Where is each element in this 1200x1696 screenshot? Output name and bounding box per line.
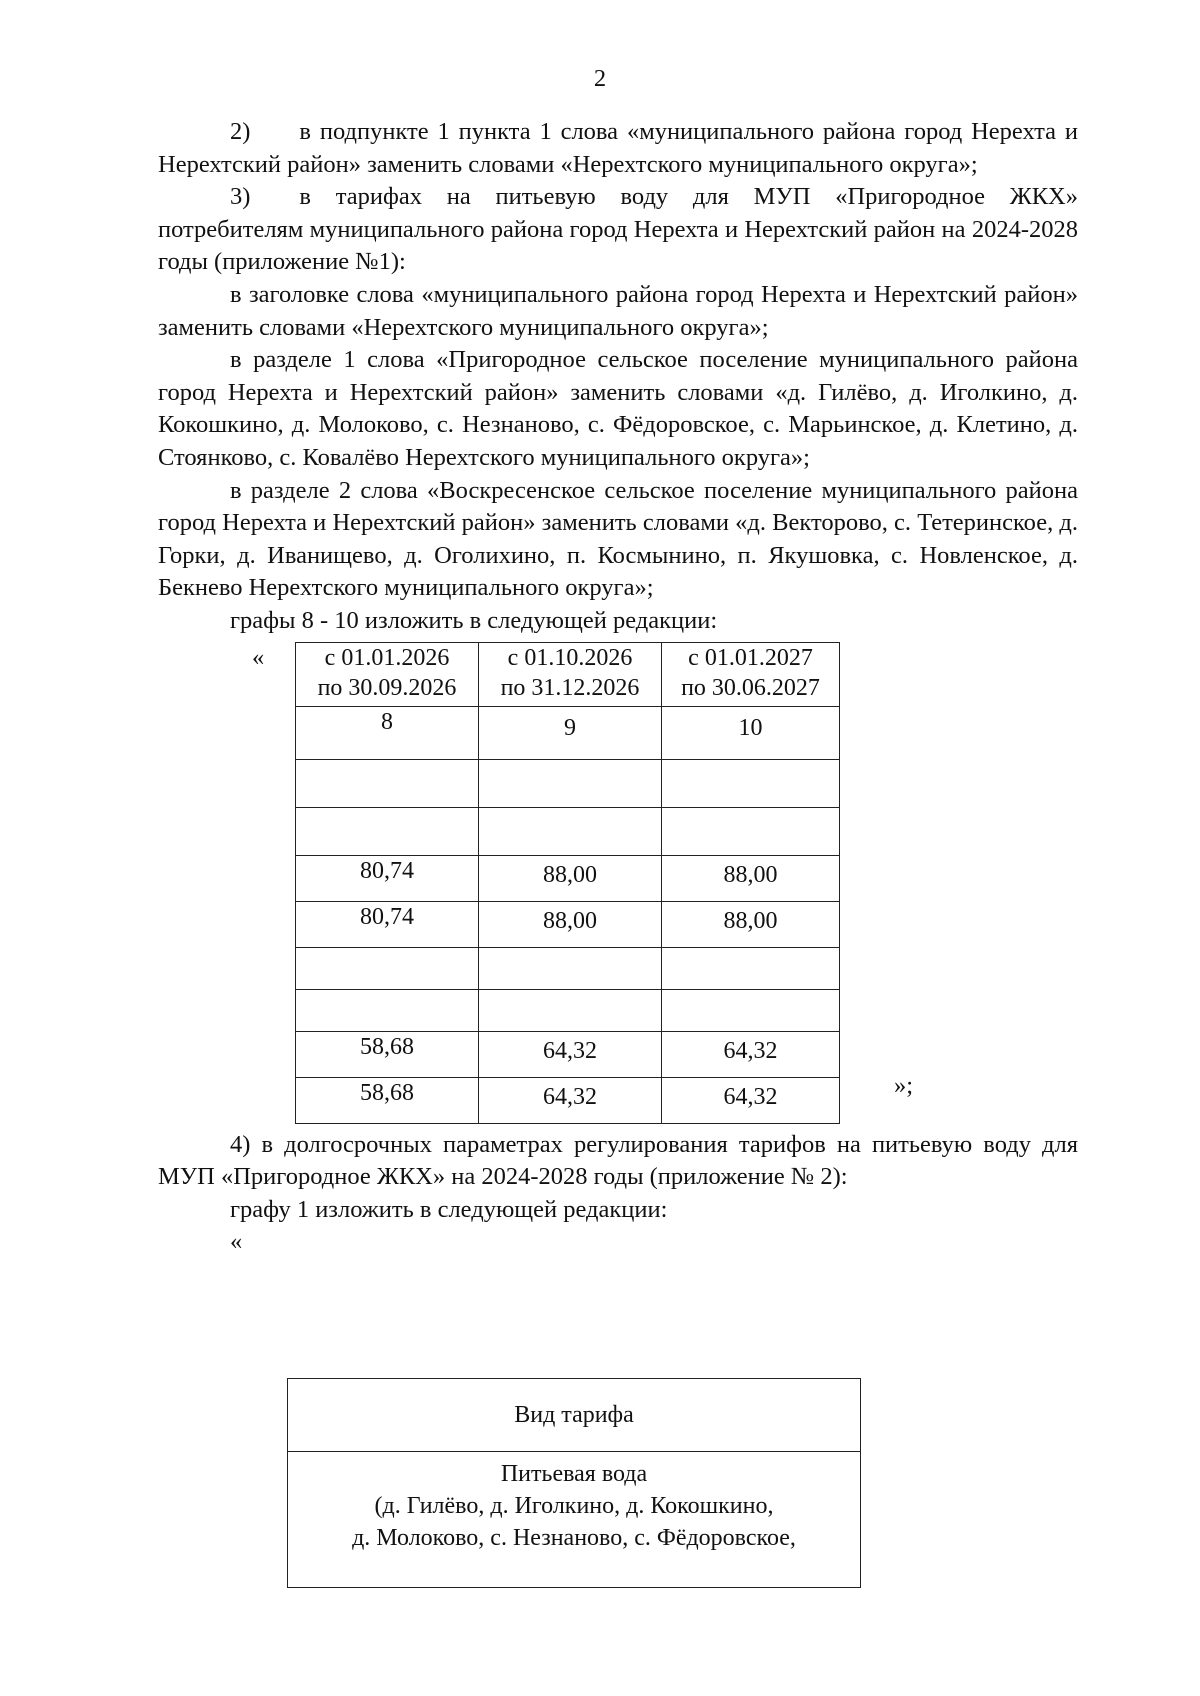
- opening-quote-2: «: [230, 1228, 243, 1256]
- tariff-kind-table: [287, 1378, 861, 1588]
- table-cell: 88,00: [479, 855, 662, 901]
- tariff-kind-line: Питьевая вода: [500, 1461, 648, 1487]
- column-number-row: [296, 706, 840, 759]
- table-cell: 58,68: [296, 1031, 479, 1077]
- page-number: 2: [593, 65, 607, 92]
- table-cell: [479, 989, 662, 1031]
- tariff-kind-header: Вид тарифа: [288, 1379, 861, 1452]
- table-cell: 88,00: [662, 855, 840, 901]
- closing-quote: »;: [894, 1071, 914, 1099]
- column-number-cell: 9: [479, 706, 662, 759]
- table-cell: [479, 759, 662, 807]
- table-cell: 64,32: [479, 1031, 662, 1077]
- table-cell: 80,74: [296, 901, 479, 947]
- table-cell: [479, 807, 662, 855]
- table-cell: 88,00: [479, 901, 662, 947]
- table-cell: 64,32: [479, 1077, 662, 1123]
- paragraph-section-1-change: в разделе 1 слова «Пригородное сельское поселение муниципального района город Нерехта и Нерехтский район» заменить словами «д. Гилёво, д. Иголкино, д. Кокошкино, д. Молоково, с. Незнаново, с. Фёдоровское, с. Марьинское, д. Клетино, д. Стоянково, с. Ковалёво Нерехтского муниципального округа»;: [158, 346, 1078, 471]
- tariff-table-header-row: [296, 642, 840, 706]
- table-row: [296, 1077, 840, 1123]
- column-number-cell: 10: [662, 706, 840, 759]
- table-cell: [662, 759, 840, 807]
- table-row: [296, 989, 840, 1031]
- paragraph-item-4: 4) в долгосрочных параметрах регулирования тарифов на питьевую воду для МУП «Пригородное ЖКХ» на 2024-2028 годы (приложение № 2):: [158, 1130, 1078, 1191]
- table-cell: [296, 947, 479, 989]
- paragraph-columns-intro: графы 8 - 10 изложить в следующей редакции:: [230, 606, 718, 634]
- table-cell: [662, 947, 840, 989]
- header-cell: с 01.01.2027 по 30.06.2027: [662, 642, 840, 706]
- document-body: [158, 116, 1078, 1258]
- tariff-kind-body-row: [288, 1452, 861, 1588]
- table-row: [296, 1031, 840, 1077]
- table-cell: 88,00: [662, 901, 840, 947]
- table-row: [296, 855, 840, 901]
- table-cell: [662, 989, 840, 1031]
- table-cell: [479, 947, 662, 989]
- table-cell: 64,32: [662, 1031, 840, 1077]
- table-cell: [296, 759, 479, 807]
- table-cell: [296, 989, 479, 1031]
- tariff-kind-line: (д. Гилёво, д. Иголкино, д. Кокошкино,: [374, 1493, 774, 1519]
- table-row: [296, 947, 840, 989]
- paragraph-heading-change: в заголовке слова «муниципального района город Нерехта и Нерехтский район» заменить словами «Нерехтского муниципального округа»;: [158, 280, 1078, 341]
- header-cell: с 01.10.2026 по 31.12.2026: [479, 642, 662, 706]
- tariff-kind-body: [288, 1452, 861, 1588]
- header-cell: с 01.01.2026 по 30.09.2026: [296, 642, 479, 706]
- column-number-cell: 8: [296, 706, 479, 759]
- table-cell: [662, 807, 840, 855]
- tariff-table: [295, 642, 840, 1124]
- table-row: [296, 901, 840, 947]
- table-row: [296, 759, 840, 807]
- paragraph-item-2: 2) в подпункте 1 пункта 1 слова «муниципального района город Нерехта и Нерехтский район» заменить словами «Нерехтского муниципального округа»;: [158, 118, 1078, 178]
- tariff-kind-header-row: [288, 1379, 861, 1452]
- paragraph-item-3: 3) в тарифах на питьевую воду для МУП «Пригородное ЖКХ» потребителям муниципального района город Нерехта и Нерехтский район на 2024-2028 годы (приложение №1):: [158, 183, 1078, 276]
- opening-quote: «: [252, 643, 265, 671]
- table-row: [296, 807, 840, 855]
- table-cell: [296, 807, 479, 855]
- table-cell: 80,74: [296, 855, 479, 901]
- paragraph-section-2-change: в разделе 2 слова «Воскресенское сельское поселение муниципального района город Нерехта и Нерехтский район» заменить словами «д. Векторово, с. Тетеринское, д. Горки, д. Иванищево, д. Оголихино, п. Космынино, п. Якушовка, с. Новленское, д. Бекнево Нерехтского муниципального округа»;: [158, 476, 1078, 602]
- table-cell: 58,68: [296, 1077, 479, 1123]
- tariff-kind-line: д. Молоково, с. Незнаново, с. Фёдоровское,: [352, 1525, 796, 1551]
- paragraph-column-1-intro: графу 1 изложить в следующей редакции:: [230, 1195, 668, 1223]
- tariff-table-block: [158, 642, 1078, 1129]
- table-cell: 64,32: [662, 1077, 840, 1123]
